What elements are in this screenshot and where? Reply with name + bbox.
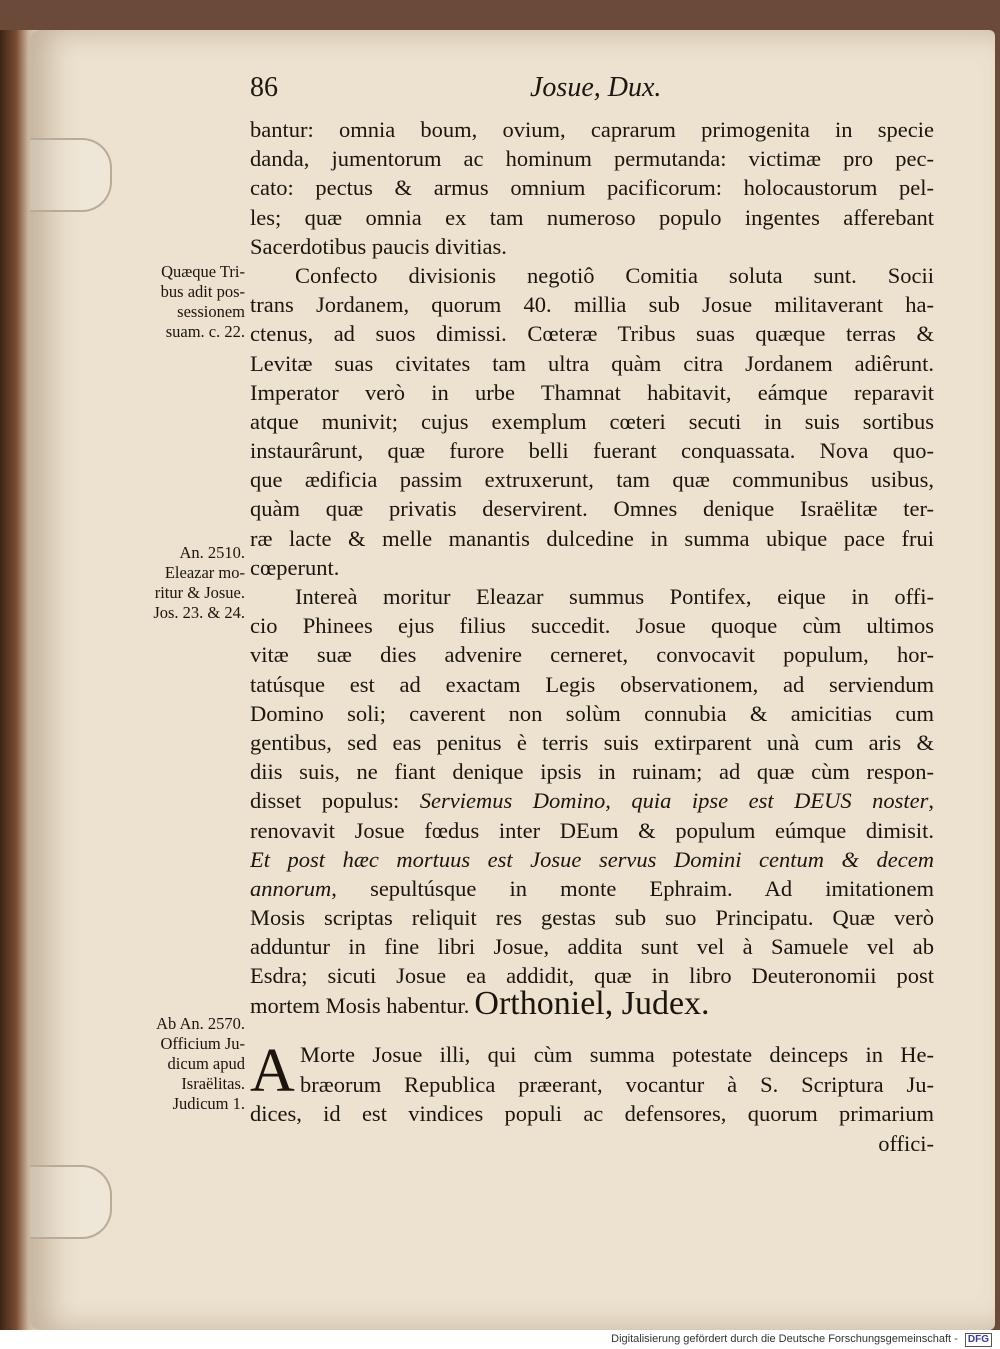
margin-note (115, 543, 245, 623)
text-line: mortem Mosis habentur. (250, 992, 470, 1018)
text-line: Sacerdotibus paucis divitias. (250, 233, 507, 259)
text-line: renovavit Josue fœdus inter DEum & populum eúmque dimisit. (250, 817, 934, 843)
text-line: diis suis, ne fiant denique ipsis in ruinam; ad quæ cùm respon- (250, 759, 934, 785)
margin-line: Officium Ju- (160, 1034, 245, 1053)
quote-post: , (928, 788, 934, 814)
quote-pre: disset populus: (250, 788, 420, 814)
digitization-footer (0, 1330, 1000, 1349)
text-line: danda, jumentorum ac hominum permutanda: victimæ pro pec- (250, 146, 934, 172)
text-line: les; quæ omnia ex tam numeroso populo ingentes afferebant (250, 204, 934, 230)
annorum-post: , sepultúsque in monte Ephraim. Ad imitationem (331, 875, 934, 901)
page-header (250, 72, 910, 116)
annorum-line (250, 874, 934, 903)
text-line: bræorum Republica præerant, vocantur à S. Scriptura Ju- (300, 1071, 934, 1097)
page-number: 86 (250, 72, 278, 103)
text-line: bantur: omnia boum, ovium, caprarum primogenita in specie (250, 117, 934, 142)
annorum-italic: annorum (250, 875, 332, 901)
text-line: adduntur in fine libri Josue, addita sunt vel à Samuele vel ab (250, 934, 934, 960)
text-line: cœperunt. (250, 554, 340, 580)
text-line: quàm quæ privatis deservirent. Omnes denique Israëlitæ ter- (250, 496, 934, 522)
margin-line: Quæque Tri- (161, 262, 245, 281)
margin-note (115, 262, 245, 342)
text-line: dices, id est vindices populi ac defensores, quorum primarium (250, 1101, 934, 1126)
margin-note (115, 1014, 245, 1114)
text-line: trans Jordanem, quorum 40. millia sub Josue militaverant ha- (250, 292, 934, 318)
main-text (250, 115, 934, 1020)
text-line: instaurârunt, quæ furore belli fuerant conquassata. Nova quo- (250, 438, 934, 464)
italic-line: Et post hæc mortuus est Josue servus Domini centum & decem (250, 846, 934, 872)
margin-line: Judicum 1. (172, 1094, 245, 1113)
text-line: gentibus, sed eas penitus è terris suis extirparent unà cum aris & (250, 729, 934, 755)
page-tab-bottom (30, 1165, 112, 1239)
text-line: ctenus, ad suos dimissi. Cœteræ Tribus suas quæque terras & (250, 321, 934, 347)
text-line: cio Phinees ejus filius succedit. Josue quoque cùm ultimos (250, 613, 934, 639)
text-line: ræ lacte & melle manantis dulcedine in summa ubique pace frui (250, 525, 934, 551)
margin-line: An. 2510. (179, 543, 245, 562)
text-line: tatúsque est ad exactam Legis observationem, ad serviendum (250, 671, 934, 697)
text-line: que ædificia passim extruxerunt, tam quæ communibus usibus, (250, 467, 934, 493)
text-line: Imperator verò in urbe Thamnat habitavit, eámque reparavit (250, 379, 934, 405)
text-line: Confecto divisionis negotiô Comitia soluta sunt. Socii (295, 262, 934, 288)
margin-line: sessionem (177, 302, 245, 321)
text-line: Esdra; sicuti Josue ea addidit, quæ in libro Deuteronomii post (250, 963, 934, 989)
text-line: vitæ suæ dies advenire cerneret, convocavit populum, hor- (250, 642, 934, 668)
dfg-logo: DFG (965, 1333, 992, 1347)
drop-cap: A (250, 1037, 295, 1105)
margin-line: ritur & Josue. (154, 583, 245, 602)
margin-line: Ab An. 2570. (156, 1014, 245, 1033)
text-line: Morte Josue illi, qui cùm summa potestate deinceps in He- (300, 1042, 934, 1067)
section-heading: Orthoniel, Judex. (474, 985, 710, 1022)
margin-line: Israëlitas. (181, 1074, 245, 1093)
text-line: Mosis scriptas reliquit res gestas sub suo Principatu. Quæ verò (250, 905, 934, 931)
quote-line (250, 786, 934, 815)
margin-line: Jos. 23. & 24. (153, 603, 245, 622)
text-line: cato: pectus & armus omnium pacificorum: holocaustorum pel- (250, 175, 934, 201)
page-tab-top (30, 138, 112, 212)
text-line: Intereà moritur Eleazar summus Pontifex, eique in offi- (295, 584, 934, 609)
margin-line: bus adit pos- (160, 282, 245, 301)
footer-text: Digitalisierung gefördert durch die Deutsche Forschungsgemeinschaft - (611, 1333, 958, 1345)
catchword: offici- (878, 1130, 934, 1156)
quote-italic: Serviemus Domino, quia ipse est DEUS noster (419, 788, 929, 814)
text-line: atque munivit; cujus exemplum cœteri secuti in suis sortibus (250, 408, 934, 434)
text-line: Levitæ suas civitates tam ultra quàm citra Jordanem adiêrunt. (250, 350, 934, 376)
final-paragraph (250, 1037, 934, 1158)
margin-line: dicum apud (167, 1054, 245, 1073)
text-line: Domino soli; caverent non solùm connubia & amicitias cum (250, 700, 934, 726)
margin-line: suam. c. 22. (165, 322, 245, 341)
margin-line: Eleazar mo- (164, 563, 245, 582)
running-title: Josue, Dux. (530, 72, 662, 103)
